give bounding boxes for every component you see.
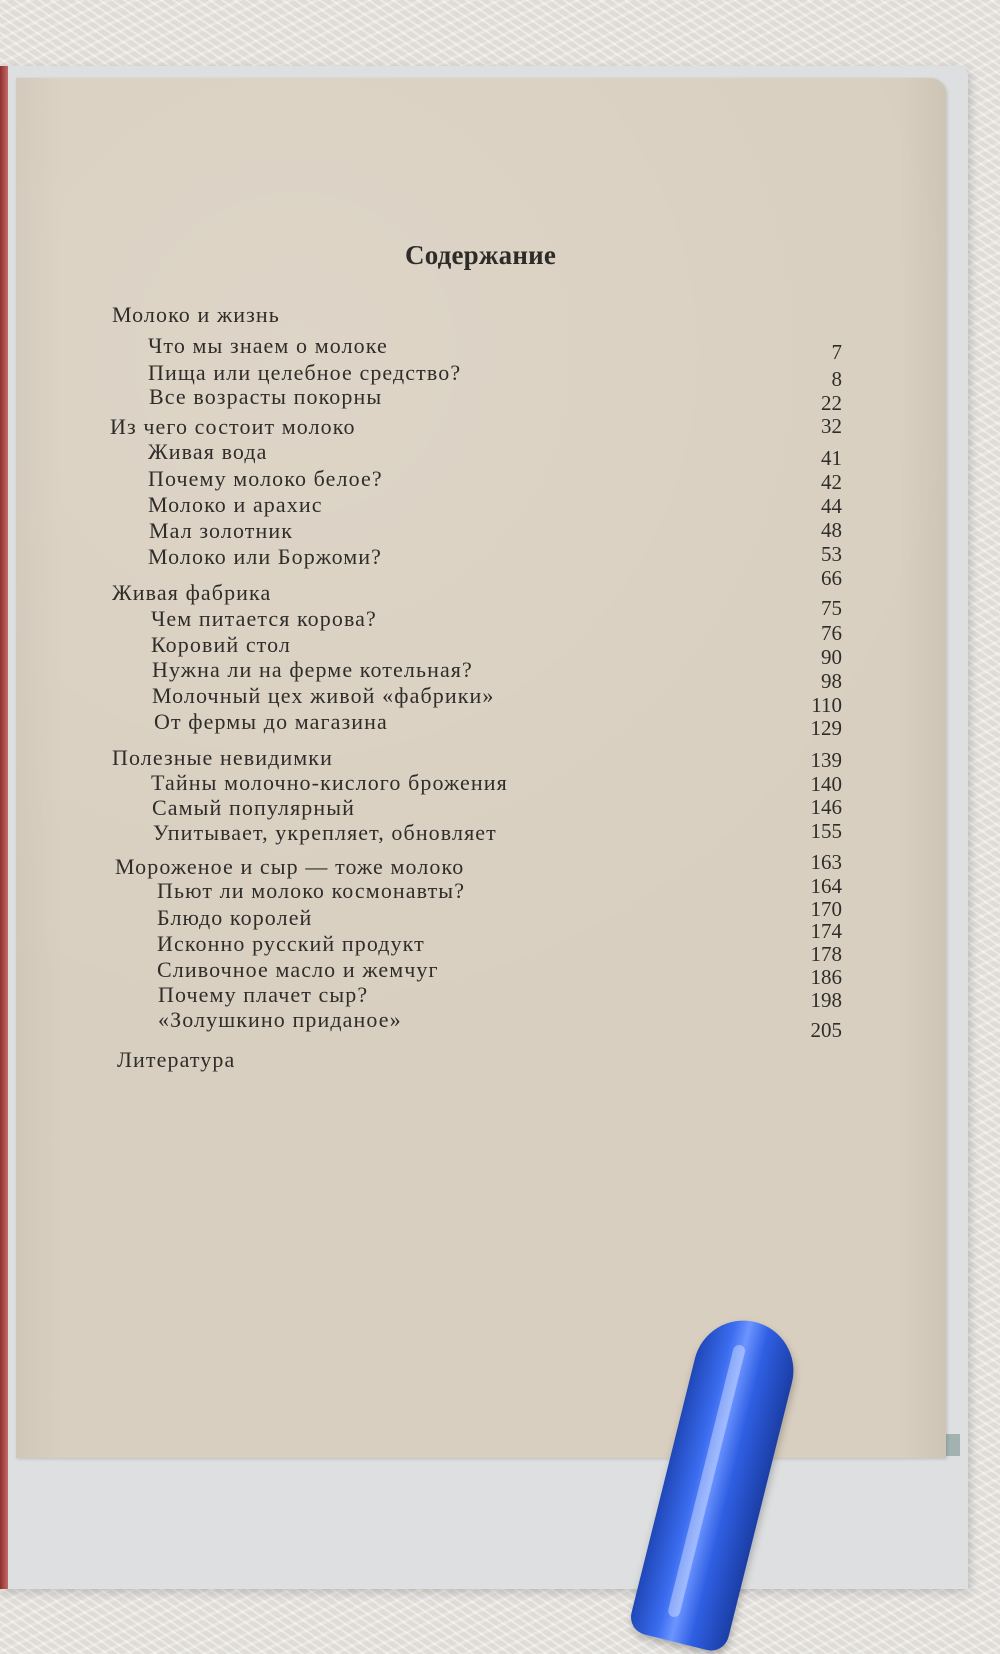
toc-entry-text: Почему молоко белое? xyxy=(148,466,383,491)
cover-spine-edge xyxy=(0,66,8,1589)
toc-section-title: Молоко и жизнь xyxy=(112,302,280,327)
toc-entry-text: Пища или целебное средство? xyxy=(148,360,462,385)
toc-entry-text: Самый популярный xyxy=(152,795,356,820)
toc-entry-text: От фермы до магазина xyxy=(154,709,388,734)
toc-entry-text: Мал золотник xyxy=(149,518,294,543)
toc-entry-text: Упитывает, укрепляет, обновляет xyxy=(153,820,497,845)
toc-entry-text: Молоко и арахис xyxy=(148,492,323,517)
toc-page-number: 53 xyxy=(821,542,842,566)
toc-entry-text: Тайны молочно-кислого брожения xyxy=(151,770,508,795)
toc-entry-text: Блюдо королей xyxy=(157,905,313,930)
toc-page-number: 7 xyxy=(831,340,842,364)
toc-entry-text: Сливочное масло и жемчуг xyxy=(157,957,439,982)
toc-page-number: 174 xyxy=(810,919,842,943)
toc-page-number: 170 xyxy=(810,897,842,921)
toc-page-number: 41 xyxy=(821,446,842,470)
toc-page-number: 22 xyxy=(821,391,842,415)
toc-page-number: 139 xyxy=(810,748,842,772)
toc-page-number: 90 xyxy=(821,645,842,669)
toc-section-title: Полезные невидимки xyxy=(112,745,333,770)
toc-section-title: Живая фабрика xyxy=(112,580,272,605)
toc-page-number: 32 xyxy=(821,414,842,438)
toc-page-number: 75 xyxy=(821,596,842,620)
toc-page-number: 76 xyxy=(821,621,842,645)
toc-entry-text: Нужна ли на ферме котельная? xyxy=(152,657,473,682)
toc-page-number: 155 xyxy=(810,819,842,843)
toc-page-number: 110 xyxy=(811,693,842,717)
toc-entry-text: Почему плачет сыр? xyxy=(158,982,369,1007)
toc-entry-text: Исконно русский продукт xyxy=(157,931,425,956)
toc-page-number: 98 xyxy=(821,669,842,693)
toc-section-title: Мороженое и сыр — тоже молоко xyxy=(115,854,465,879)
toc-page-number: 8 xyxy=(831,367,842,391)
toc-page-number: 42 xyxy=(821,470,842,494)
toc-page-number: 44 xyxy=(821,494,842,518)
toc-page-number: 146 xyxy=(810,795,842,819)
toc-page-number: 186 xyxy=(810,965,842,989)
toc-page-number: 178 xyxy=(810,942,842,966)
toc-section-title: Из чего состоит молоко xyxy=(110,414,356,439)
toc-section-title: Литература xyxy=(117,1047,236,1072)
toc-page-number: 164 xyxy=(810,874,842,898)
toc-entry-text: Чем питается корова? xyxy=(151,606,377,631)
toc-title: Содержание xyxy=(405,240,557,270)
toc-page-number: 48 xyxy=(821,518,842,542)
toc-page-number: 205 xyxy=(810,1018,842,1042)
toc-entry-text: Молоко или Боржоми? xyxy=(148,544,383,569)
toc-entry-text: Коровий стол xyxy=(151,632,291,657)
toc-entry-text: Все возрасты покорны xyxy=(149,384,383,409)
toc-entry-text: Что мы знаем о молоке xyxy=(148,333,388,358)
toc-page-number: 198 xyxy=(810,988,842,1012)
toc-page-number: 66 xyxy=(821,566,842,590)
toc-entry-text: Пьют ли молоко космонавты? xyxy=(157,878,466,903)
toc-entry-text: Живая вода xyxy=(148,439,268,464)
toc-entry-text: Молочный цех живой «фабрики» xyxy=(152,683,495,708)
toc-page-number: 140 xyxy=(810,772,842,796)
toc-page-number: 129 xyxy=(810,716,842,740)
toc-entry-text: «Золушкино приданое» xyxy=(158,1007,402,1032)
toc-page-number: 163 xyxy=(810,850,842,874)
